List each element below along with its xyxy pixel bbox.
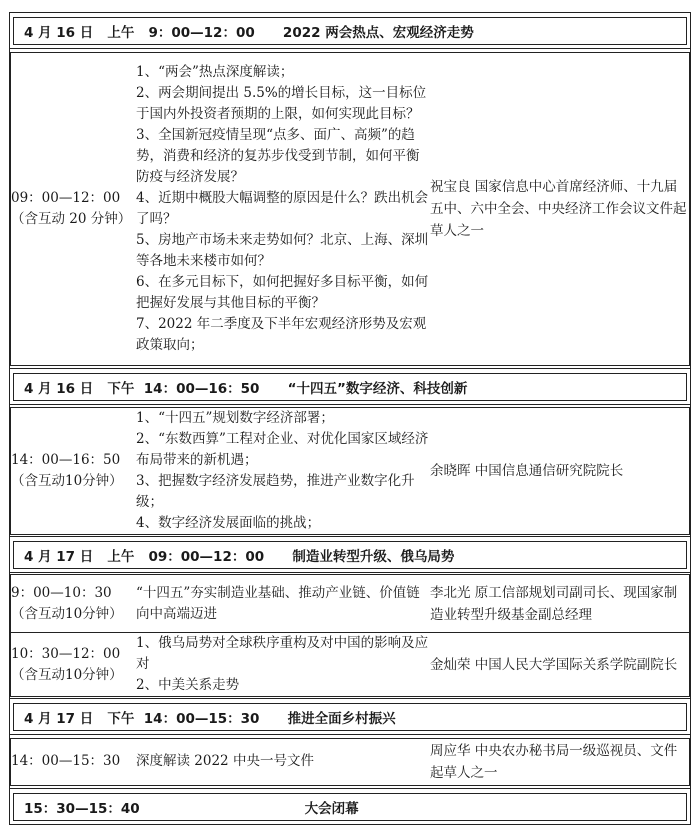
session-time: 14：00—15：30	[11, 753, 121, 769]
topic-item: 1、俄乌局势对全球秩序重构及对中国的影响及应对	[136, 635, 429, 673]
session-topics	[136, 408, 430, 534]
session-row	[10, 405, 691, 537]
topic-item: 2、“东数西算”工程对企业、对优化国家区域经济布局带来的新机遇；	[136, 430, 429, 468]
topic-item: 2、中美关系走势	[136, 677, 240, 694]
topic-item: 5、房地产市场未来走势如何？北京、上海、深圳等各地未来楼市如何？	[136, 231, 429, 269]
topic-item: 深度解读 2022 中央一号文件	[136, 753, 314, 769]
session-row	[10, 49, 691, 369]
topic-item: 4、近期中概股大幅调整的原因是什么？跌出机会了吗？	[136, 189, 429, 227]
closing-row	[10, 789, 691, 825]
section-title: 4 月 16 日 上午 9：00—12：00 2022 两会热点、宏观经济走势	[24, 24, 474, 41]
session-row	[10, 735, 691, 789]
topic-item: 1、“十四五”规划数字经济部署；	[136, 409, 334, 426]
session-time: 9：00—10：30（含互动10分钟）	[11, 575, 136, 633]
session-topics	[136, 53, 430, 365]
session-speaker: 金灿荣 中国人民大学国际关系学院副院长	[430, 656, 678, 673]
closing-time: 15：30—15：40	[24, 800, 140, 817]
section-header	[10, 369, 691, 405]
session-time: 09：00—12：00（含互动 20 分钟）	[11, 189, 132, 227]
topic-item: 4、数字经济发展面临的挑战；	[136, 514, 321, 531]
closing-title: 大会闭幕	[304, 800, 359, 817]
session-time: 10：30—12：00（含互动10分钟）	[11, 645, 123, 683]
topic-item: “十四五”夯实制造业基础、推动产业链、价值链向中高端迈进	[136, 584, 420, 622]
session-row	[10, 573, 691, 699]
session-time: 14：00—16：50（含互动10分钟）	[11, 451, 123, 489]
section-header	[10, 13, 691, 49]
section-title: 4 月 17 日 下午 14：00—15：30 推进全面乡村振兴	[24, 710, 396, 727]
section-header	[10, 699, 691, 735]
session-speaker: 周应华 中央农办秘书局一级巡视员、文件起草人之一	[430, 742, 678, 781]
session-topics	[136, 575, 430, 633]
topic-item: 1、“两会”热点深度解读；	[136, 63, 294, 80]
section-title: 4 月 17 日 上午 09：00—12：00 制造业转型升级、俄乌局势	[24, 548, 455, 565]
section-title: 4 月 16 日 下午 14：00—16：50 “十四五”数字经济、科技创新	[24, 380, 468, 397]
session-speaker: 祝宝良 国家信息中心首席经济师、十九届五中、六中全会、中央经济工作会议文件起草人之一	[430, 178, 687, 239]
topic-item: 7、2022 年二季度及下半年宏观经济形势及宏观政策取向；	[136, 315, 427, 353]
section-header	[10, 537, 691, 573]
session-speaker: 余晓晖 中国信息通信研究院院长	[430, 462, 624, 479]
session-topics	[136, 633, 430, 697]
session-topics	[136, 739, 430, 785]
topic-item: 3、全国新冠疫情呈现“点多、面广、高频”的趋势，消费和经济的复苏步伐受到节制，如何平衡防疫与经济发展？	[136, 126, 420, 185]
topic-item: 2、两会期间提出 5.5%的增长目标，这一目标位于国内外投资者预期的上限，如何实现此目标？	[136, 84, 427, 122]
topic-item: 6、在多元目标下，如何把握好多目标平衡，如何把握好发展与其他目标的平衡？	[136, 273, 429, 311]
session-speaker: 李北光 原工信部规划司副司长、现国家制造业转型升级基金副总经理	[430, 575, 689, 633]
topic-item: 3、把握数字经济发展趋势，推进产业数字化升级；	[136, 472, 415, 510]
agenda-table	[9, 12, 691, 825]
